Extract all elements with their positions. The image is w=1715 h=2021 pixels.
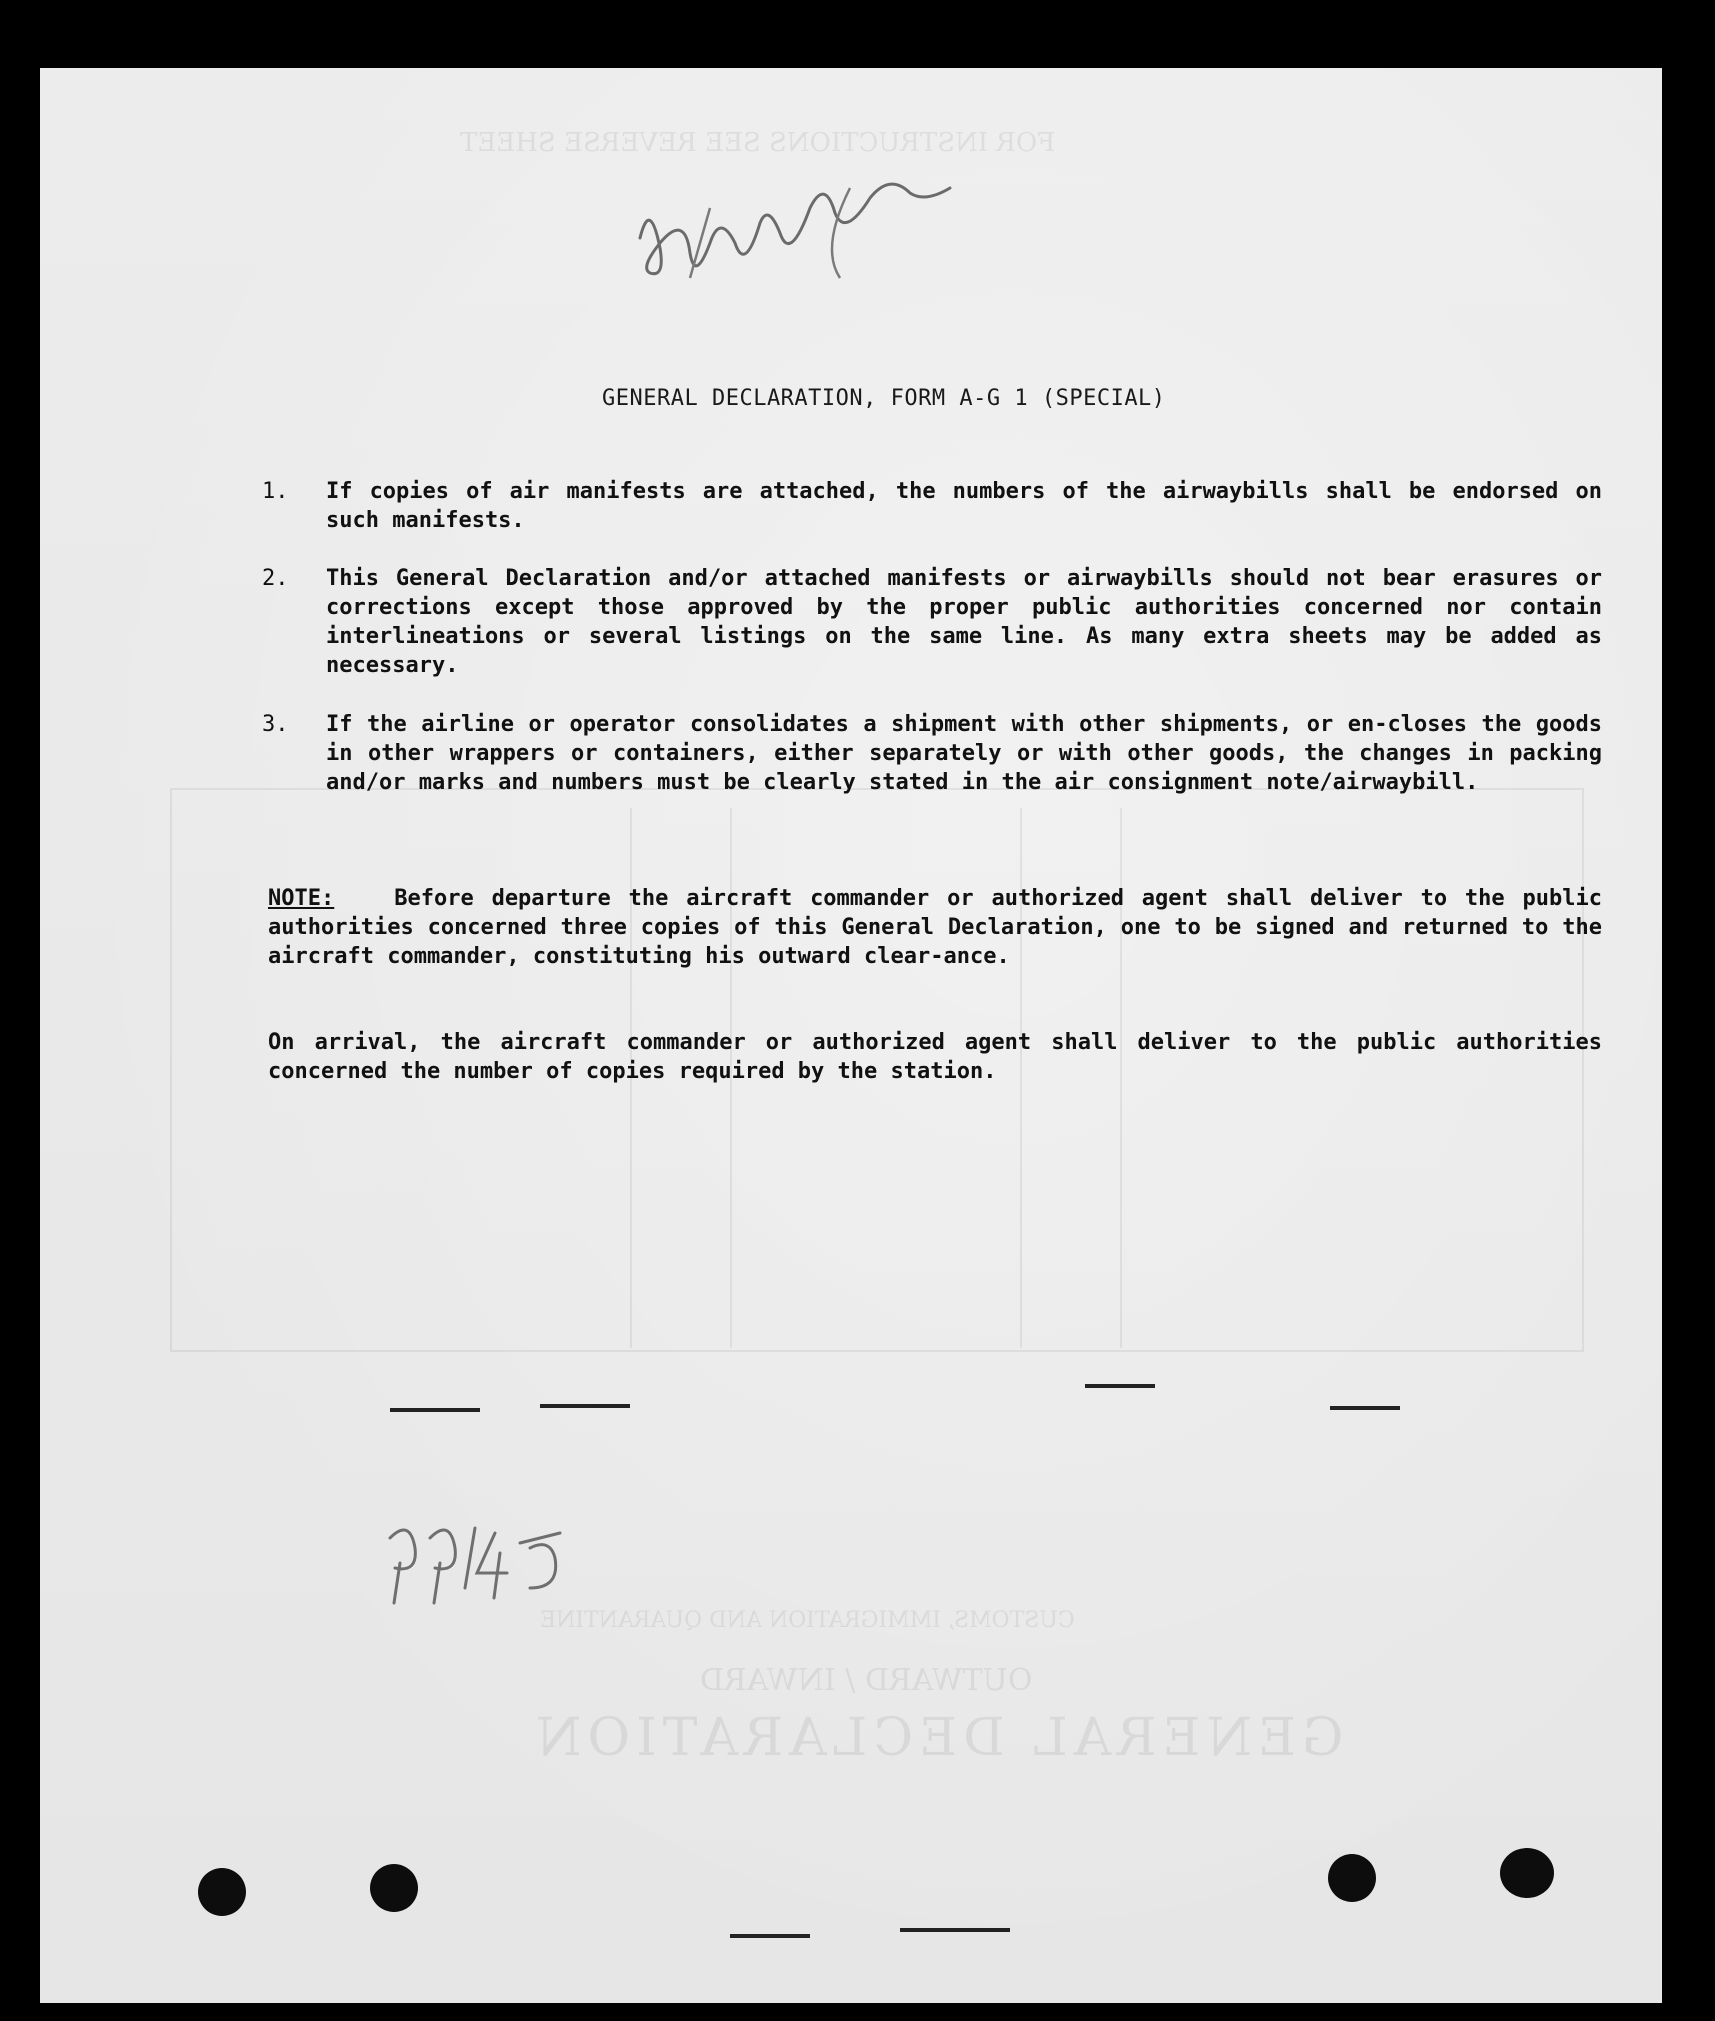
- clause-3: [262, 710, 1602, 797]
- arrival-text: On arrival, the aircraft commander or authorized agent shall deliver to the public authorities concerned the number of copies required by the station.: [268, 1030, 1602, 1084]
- clause-3-number: 3.: [262, 712, 289, 737]
- punch-hole: [370, 1864, 418, 1912]
- note-paragraph: [268, 884, 1602, 971]
- note-text: Before departure the aircraft commander or authorized agent shall deliver to the public authorities concerned three copies of this General Declaration, one to be signed and returned to the aircraft commander, constituting his outward clear-ance.: [268, 886, 1602, 969]
- stray-mark: [390, 1408, 480, 1412]
- clause-1-number: 1.: [262, 479, 289, 504]
- clause-3-text: If the airline or operator consolidates a shipment with other shipments, or en-closes the goods in other wrappers or containers, either separately or with other goods, the changes in packing and/or marks and numbers must be clearly stated in the air consignment note/airwaybill.: [326, 712, 1602, 795]
- handwritten-signature-image: [600, 168, 1020, 298]
- form-title: GENERAL DECLARATION, FORM A-G 1 (SPECIAL): [602, 386, 1166, 411]
- arrival-paragraph: [268, 1028, 1602, 1086]
- bleed-through-top-line: FOR INSTRUCTIONS SEE REVERSE SHEET: [460, 128, 1056, 158]
- clause-1: [262, 477, 1602, 535]
- stray-mark: [1085, 1384, 1155, 1388]
- stray-mark: [540, 1404, 630, 1408]
- stray-mark: [730, 1934, 810, 1938]
- stray-mark: [1330, 1406, 1400, 1410]
- clause-2-number: 2.: [262, 566, 289, 591]
- document-page: [40, 68, 1662, 2003]
- punch-hole: [198, 1868, 246, 1916]
- bleed-through-line: CUSTOMS, IMMIGRATION AND QUARANTINE: [540, 1608, 1075, 1633]
- handwritten-number-image: [370, 1508, 630, 1608]
- punch-hole: [1328, 1854, 1376, 1902]
- note-label: NOTE:: [268, 886, 335, 911]
- bleed-through-heading: GENERAL DECLARATION: [530, 1708, 1344, 1768]
- clause-2: [262, 564, 1602, 680]
- stray-mark: [900, 1928, 1010, 1932]
- punch-hole: [1500, 1848, 1554, 1898]
- clause-1-text: If copies of air manifests are attached, the numbers of the airwaybills shall be endorsed on such manifests.: [326, 479, 1602, 533]
- bleed-through-subheading: OUTWARD / INWARD: [700, 1663, 1033, 1698]
- clause-2-text: This General Declaration and/or attached manifests or airwaybills should not bear erasures or corrections except those approved by the proper public authorities concerned nor contain interlineations or several listings on the same line. As many extra sheets may be added as necessary.: [326, 566, 1602, 678]
